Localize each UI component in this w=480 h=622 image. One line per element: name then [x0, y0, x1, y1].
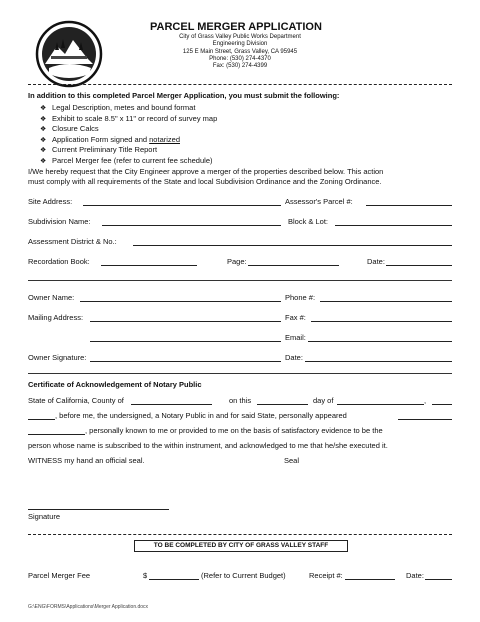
year-field[interactable]: [28, 419, 55, 420]
notary-day-of-label: day of: [313, 396, 334, 405]
phone-field[interactable]: [320, 301, 452, 302]
list-item: ❖ Current Preliminary Title Report: [40, 145, 158, 154]
page-label: Page:: [227, 257, 247, 266]
assessment-district-field[interactable]: [133, 245, 452, 246]
page-field[interactable]: [248, 265, 339, 266]
mailing-address-line-2-field[interactable]: [90, 341, 281, 342]
requirements-heading: In addition to this completed Parcel Merger Application, you must submit the following:: [28, 91, 340, 100]
address-line: Phone: (530) 274-4370: [209, 55, 271, 62]
subdivision-name-label: Subdivision Name:: [28, 217, 91, 226]
address-line: Fax: (530) 274-4399: [212, 63, 268, 70]
notary-personally-known-label: , personally known to me or provided to me on the basis of satisfactory evidence to be the: [85, 426, 383, 435]
recordation-book-field[interactable]: [101, 265, 197, 266]
mailing-address-label: Mailing Address:: [28, 313, 84, 322]
requirements-list: [40, 103, 217, 166]
assessors-parcel-label: Assessor's Parcel #:: [285, 197, 353, 206]
fax-field[interactable]: [311, 321, 452, 322]
recordation-book-label: Recordation Book:: [28, 257, 90, 266]
staff-date-field[interactable]: [425, 579, 452, 580]
signature-label: Signature: [28, 512, 61, 521]
address-line: 125 E Main Street, Grass Valley, CA 95945: [182, 48, 298, 55]
diamond-bullet-icon: ❖: [40, 126, 47, 133]
request-statement-line: I/We hereby request that the City Engineer approve a merger of the properties described below. This action: [28, 167, 384, 176]
owner-signature-field[interactable]: [90, 361, 281, 362]
city-logo: [35, 20, 103, 88]
mailing-address-field[interactable]: [90, 321, 281, 322]
staff-section-banner: TO BE COMPLETED BY CITY OF GRASS VALLEY STAFF: [134, 540, 348, 552]
divider: [28, 84, 452, 85]
request-statement-line: must comply with all requirements of the State and local Subdivision Ordinance and the Zoning Ordinance.: [28, 177, 382, 186]
fax-label: Fax #:: [285, 313, 306, 322]
date-label: Date:: [285, 353, 303, 362]
assessment-district-label: Assessment District & No.:: [28, 237, 117, 246]
file-path-footer: G:\ENG\FORMS\Applications\Merger Application.docx: [28, 604, 149, 610]
notary-on-this-label: on this: [229, 396, 252, 405]
staff-date-label: Date:: [406, 571, 424, 580]
fee-amount-field[interactable]: [149, 579, 199, 580]
block-lot-field[interactable]: [335, 225, 452, 226]
department-address: [150, 34, 330, 70]
diamond-bullet-icon: ❖: [40, 157, 47, 165]
notary-signature-field[interactable]: [28, 509, 169, 510]
diamond-bullet-icon: ❖: [40, 115, 47, 123]
notary-state-label: State of California, County of: [28, 396, 124, 405]
diamond-bullet-icon: ❖: [40, 136, 47, 144]
subdivision-name-field[interactable]: [102, 225, 281, 226]
notary-heading: Certificate of Acknowledgement of Notary Public: [28, 380, 202, 389]
notary-witness-label: WITNESS my hand an official seal.: [28, 456, 145, 465]
list-item: ❖ Application Form signed and notarized: [40, 134, 180, 144]
block-lot-label: Block & Lot:: [288, 217, 329, 226]
list-item: ❖ Legal Description, metes and bound format: [40, 103, 196, 112]
refer-budget-label: (Refer to Current Budget): [201, 571, 286, 580]
list-item: ❖ Closure Calcs: [40, 124, 99, 133]
appeared-name-field-2[interactable]: [28, 434, 85, 435]
site-address-label: Site Address:: [28, 197, 73, 206]
address-line: City of Grass Valley Public Works Department: [179, 34, 301, 40]
county-field[interactable]: [131, 404, 212, 405]
page-title: PARCEL MERGER APPLICATION: [150, 21, 322, 33]
notary-before-me-label: , before me, the undersigned, a Notary Public in and for said State, personally appeared: [55, 411, 347, 420]
receipt-label: Receipt #:: [309, 571, 343, 580]
diamond-bullet-icon: ❖: [40, 105, 47, 112]
notary-person-whose-label: person whose name is subscribed to the within instrument, and acknowledged to me that he/she executed it.: [28, 441, 388, 450]
date-field[interactable]: [386, 265, 452, 266]
divider: [28, 280, 452, 281]
owner-signature-label: Owner Signature:: [28, 353, 87, 362]
list-item: ❖ Parcel Merger fee (refer to current fee schedule): [40, 155, 213, 165]
receipt-field[interactable]: [345, 579, 395, 580]
phone-label: Phone #:: [285, 293, 316, 302]
owner-name-label: Owner Name:: [28, 293, 75, 302]
assessors-parcel-field[interactable]: [366, 205, 452, 206]
list-item: ❖ Exhibit to scale 8.5" x 11" or record of survey map: [40, 113, 218, 123]
divider: [28, 534, 452, 535]
seal-label: Seal: [284, 456, 300, 465]
site-address-field[interactable]: [83, 205, 281, 206]
parcel-merger-fee-label: Parcel Merger Fee: [28, 571, 91, 580]
diamond-bullet-icon: ❖: [40, 147, 47, 154]
dollar-sign: $: [143, 571, 148, 580]
year-field-part[interactable]: [432, 404, 452, 405]
day-field[interactable]: [257, 404, 308, 405]
email-label: Email:: [285, 333, 306, 342]
date-label: Date:: [367, 257, 385, 266]
month-field[interactable]: [337, 404, 424, 405]
divider: [28, 373, 452, 374]
owner-name-field[interactable]: [80, 301, 281, 302]
email-field[interactable]: [308, 341, 452, 342]
signature-date-field[interactable]: [305, 361, 452, 362]
comma-label: ,: [424, 396, 427, 405]
appeared-name-field[interactable]: [398, 419, 452, 420]
address-line: Engineering Division: [212, 41, 268, 48]
